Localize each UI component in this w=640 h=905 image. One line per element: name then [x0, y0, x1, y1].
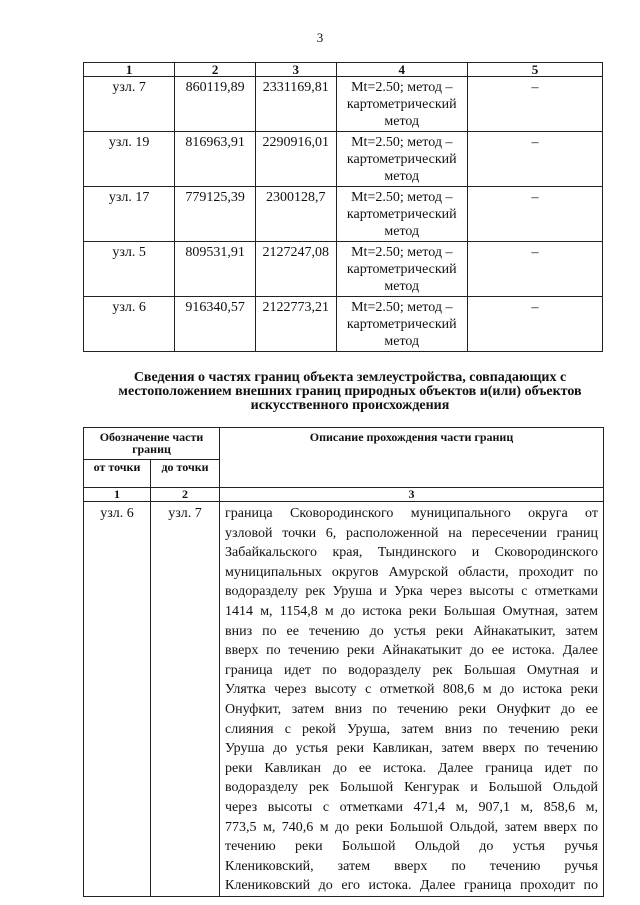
extra-value: –	[468, 242, 603, 297]
description-line: Улятка через высоту с отметкой 808,6 м до истока реки	[225, 682, 598, 698]
point-name: узл. 6	[84, 297, 175, 352]
to-point: узл. 7	[151, 502, 220, 897]
description-line: Клениковский до его истока. Далее граница проходит по	[225, 878, 598, 894]
extra-value: –	[468, 297, 603, 352]
description-line: Онуфкит, затем вниз по течению реки Онуфкит до ее	[225, 701, 598, 717]
method-description: Mt=2.50; метод – картометрический метод	[336, 132, 467, 187]
from-point-header: от точки	[84, 460, 151, 488]
column-number: 2	[151, 488, 220, 502]
description-line: 773,5 м, 740,6 м до реки Большой Ольдой, затем вверх по	[225, 819, 598, 835]
column-number: 1	[84, 488, 151, 502]
table-row	[84, 502, 604, 897]
extra-value: –	[468, 77, 603, 132]
to-point-header: до точки	[151, 460, 220, 488]
method-description: Mt=2.50; метод – картометрический метод	[336, 242, 467, 297]
table-row	[84, 77, 603, 132]
table-row	[84, 242, 603, 297]
x-coordinate: 779125,39	[175, 187, 256, 242]
description-line: реки Кавликан до ее истока. Далее граница идет по	[225, 760, 598, 776]
description-line: слияния с рекой Уруша, затем вниз по течению реки	[225, 721, 598, 737]
coordinates-header-row	[84, 63, 603, 77]
column-header: 5	[468, 63, 603, 77]
boundary-description	[220, 502, 604, 897]
table-row	[84, 187, 603, 242]
column-header: 2	[175, 63, 256, 77]
column-number: 3	[220, 488, 604, 502]
description-line: водоразделу рек Уруша и Урка через высоты с отметками	[225, 584, 598, 600]
method-description: Mt=2.50; метод – картометрический метод	[336, 187, 467, 242]
from-point: узл. 6	[84, 502, 151, 897]
point-name: узл. 7	[84, 77, 175, 132]
y-coordinate: 2331169,81	[255, 77, 336, 132]
coordinates-table	[83, 62, 603, 352]
point-name: узл. 5	[84, 242, 175, 297]
description-line: вниз по ее течению до устья реки Айнакатыкит, затем	[225, 623, 598, 639]
description-line: водоразделу рек Большой Кенгурак и Большой Ольдой	[225, 780, 598, 796]
x-coordinate: 809531,91	[175, 242, 256, 297]
column-header: 1	[84, 63, 175, 77]
x-coordinate: 916340,57	[175, 297, 256, 352]
description-line: узловой точки 6, расположенной на пересечении границ	[225, 525, 598, 541]
table-row	[84, 132, 603, 187]
description-line: через высоты с отметками 471,4 м, 907,1 м, 858,6 м,	[225, 799, 598, 815]
description-header: Описание прохождения части границ	[220, 428, 604, 488]
page-number: 3	[316, 30, 324, 45]
description-line: Забайкальского края, Тындинского и Сковородинского	[225, 545, 598, 561]
method-description: Mt=2.50; метод – картометрический метод	[336, 297, 467, 352]
description-line: граница идет по водоразделу рек Большая Омутная и	[225, 662, 598, 678]
description-line: муниципальных округов Амурской области, проходит по	[225, 564, 598, 580]
point-name: узл. 17	[84, 187, 175, 242]
section-title: Сведения о частях границ объекта землеустройства, совпадающих с местоположением внешних границ природных объектов и(или) объектов искусственного происхождения	[118, 370, 582, 413]
x-coordinate: 816963,91	[175, 132, 256, 187]
description-line: граница Сковородинского муниципального округа от	[225, 506, 598, 521]
method-description: Mt=2.50; метод – картометрический метод	[336, 77, 467, 132]
extra-value: –	[468, 187, 603, 242]
y-coordinate: 2290916,01	[255, 132, 336, 187]
description-line: вверх по течению реки Айнакатыкит до ее истока. Далее	[225, 643, 598, 659]
table-row	[84, 297, 603, 352]
description-line: 1414 м, 1154,8 м до истока реки Большая Омутная, затем	[225, 603, 598, 619]
column-header: 3	[255, 63, 336, 77]
boundary-parts-table	[83, 427, 604, 897]
y-coordinate: 2122773,21	[255, 297, 336, 352]
point-name: узл. 19	[84, 132, 175, 187]
extra-value: –	[468, 132, 603, 187]
description-line: течению реки Большой Ольдой до устья ручья	[225, 839, 598, 855]
column-header: 4	[336, 63, 467, 77]
x-coordinate: 860119,89	[175, 77, 256, 132]
designation-header: Обозначение части границ	[84, 428, 220, 460]
y-coordinate: 2300128,7	[255, 187, 336, 242]
description-line: Клениковский, затем вверх по течению ручья	[225, 858, 598, 874]
description-line: Уруша до устья реки Кавликан, затем вверх по течению	[225, 741, 598, 757]
y-coordinate: 2127247,08	[255, 242, 336, 297]
